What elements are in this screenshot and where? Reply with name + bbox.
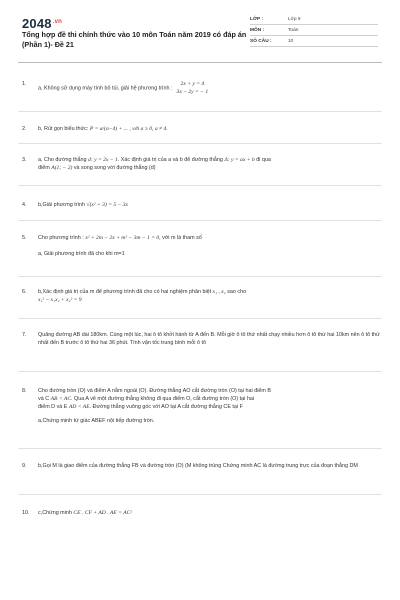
- meta-row-subject: MÔN : Toán: [250, 25, 378, 36]
- question-3: 3. a, Cho đường thẳng d: y = 2x − 1. Xác định giá trị của a và b để đường thẳng Δ: y = ax + b đi qua điểm A(1; − 2) và song song với đường thẳng (d): [22, 157, 271, 171]
- meta-row-count: SỐ CÂU : 10: [250, 36, 378, 47]
- site-logo[interactable]: $2048^{.vn}$: [22, 16, 63, 31]
- divider: [18, 318, 382, 319]
- question-4: 4. b,Giải phương trình √(x² + 3) = 5 − 3x: [22, 202, 129, 208]
- divider: [18, 448, 382, 449]
- question-7: 7. Quãng đường AB dài 180km. Cùng một lúc, hai ô tô khởi hành từ A đến B. Mỗi giờ ô tô thứ nhất chạy nhiều hơn ô tô thứ hai 10km nên ô tô thứ nhất đến B trước ô tô thứ hai 36 phút. Tính vận tốc trung bình mỗi ô tô: [22, 332, 380, 346]
- divider: [18, 371, 382, 372]
- meta-panel: [250, 14, 378, 47]
- question-8: 8. Cho đường tròn (O) và điểm A nằm ngoài (O). Đường thẳng AO cắt đường tròn (O) tại hai điểm B và C AB < AC. Qua A vẽ một đường thẳng không đi qua điểm O, cắt đường tròn (O) tại hai điểm D và E AD < AE. Đường thẳng vuông góc với AO tại A cắt đường thẳng CE tại F a,Chứng minh tứ giác ABEF nội tiếp đường tròn.: [22, 388, 271, 424]
- question-1: 1. a, Không sử dụng máy tính bỏ túi, giải hệ phương trình :2x + y = 4 3x − 2y = − 1: [22, 81, 209, 95]
- document-title: Tổng hợp đề thi chính thức vào 10 môn Toán năm 2019 có đáp án (Phần 1)- Đề 21: [22, 30, 247, 49]
- question-2: 2. b, Rút gọn biểu thức: P = a/(a−4) + ... , với a ≥ 0, a ≠ 4.: [22, 126, 168, 132]
- divider: [18, 220, 382, 221]
- divider: [18, 143, 382, 144]
- question-5: 5. Cho phương trình : x² + 2m − 2x + m² − 3m − 1 = 0, với m là tham số a, Giải phương trình đã cho khi m=1: [22, 235, 202, 257]
- header-divider: [18, 62, 382, 63]
- divider: [18, 494, 382, 495]
- equation-system: 2x + y = 4 3x − 2y = − 1: [176, 81, 209, 95]
- question-6: 6. b,Xác định giá trị của m để phương trình đã cho có hai nghiệm phân biệt x₁ , x₂ sao cho x₁² − x₁x₂ + x₂² = 9: [22, 289, 247, 303]
- divider: [18, 276, 382, 277]
- question-10: 10. c,Chứng minh CE . CF + AD . AE = AC²: [22, 510, 133, 516]
- divider: [18, 185, 382, 186]
- question-9: 9. b,Gọi M là giao điểm của đường thẳng FB và đường tròn (O) (M không trùng Chứng minh AC là đường trung trực của đoạn thẳng DM: [22, 463, 358, 469]
- divider: [18, 111, 382, 112]
- meta-row-class: LỚP : Lớp 9: [250, 14, 378, 25]
